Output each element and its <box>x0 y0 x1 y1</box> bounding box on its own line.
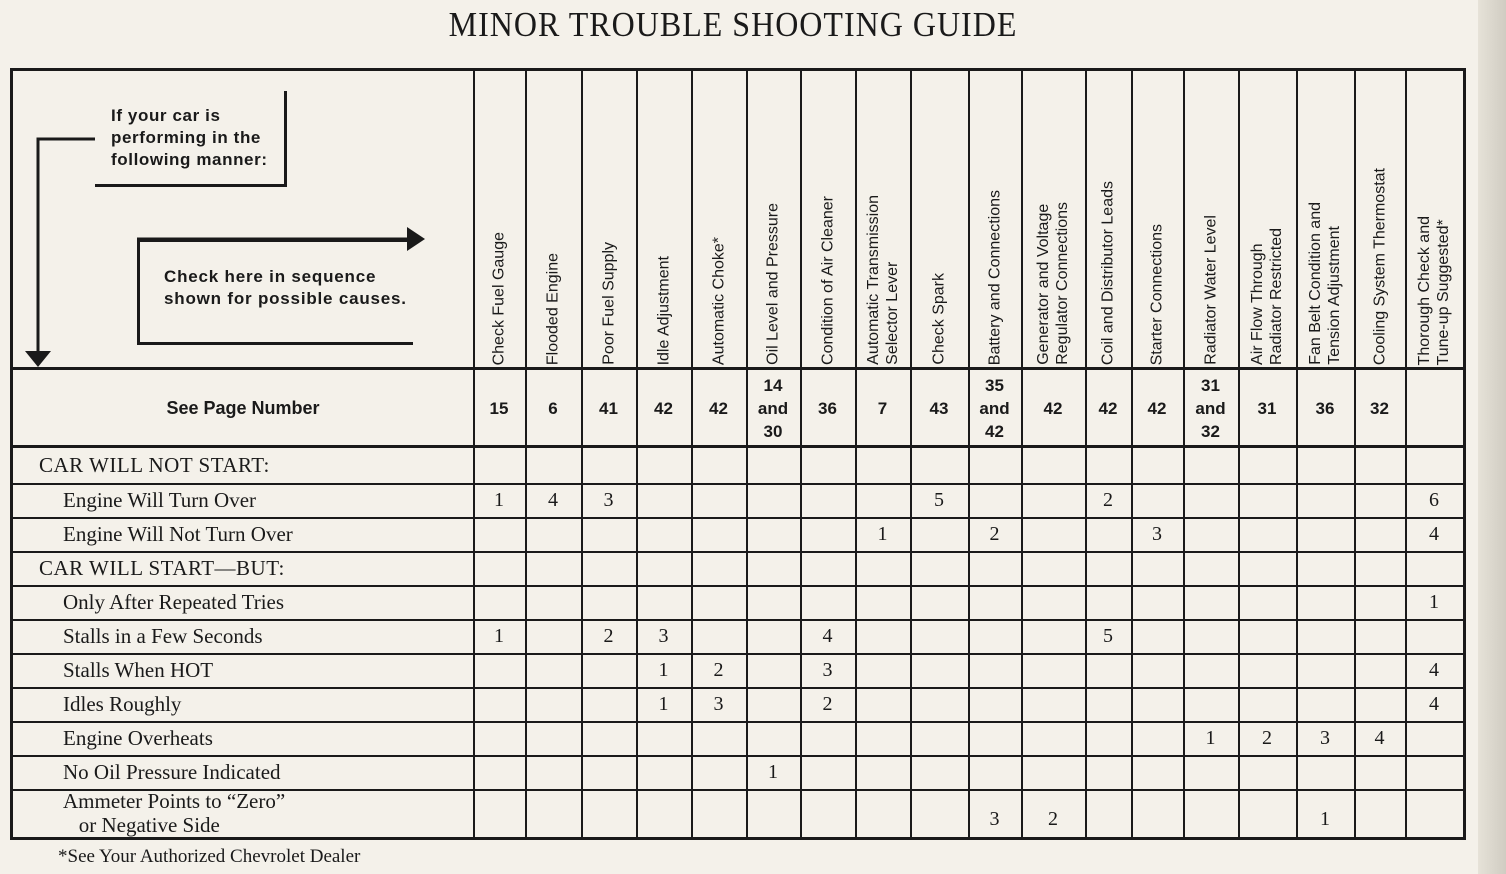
check-sequence-number: 5 <box>1103 624 1113 647</box>
check-instruction: Check here in sequence shown for possible causes. <box>137 239 413 345</box>
check-sequence-number: 2 <box>1103 488 1113 511</box>
page-number: 31 <box>1257 398 1277 418</box>
check-sequence-number: 2 <box>822 692 833 715</box>
column-header <box>910 71 968 369</box>
column-header-label: Flooded Engine <box>544 252 562 365</box>
column-header <box>855 71 910 369</box>
column-header <box>1183 71 1238 369</box>
column-header <box>800 71 855 369</box>
scan-page-edge <box>1478 0 1506 874</box>
column-header-label: Automatic Choke* <box>710 236 727 365</box>
column-header-label: Fan Belt Condition and Tension Adjustment <box>1307 202 1343 365</box>
page-number: 36 <box>1315 398 1335 418</box>
check-sequence-number: 5 <box>934 488 944 511</box>
check-sequence-number: 3 <box>658 624 669 647</box>
check-sequence-number: 6 <box>1429 488 1439 511</box>
column-header-label: Check Spark <box>930 273 948 365</box>
page-number: 36 <box>818 398 837 418</box>
check-sequence-number: 1 <box>494 624 504 647</box>
check-sequence-number: 2 <box>713 658 724 681</box>
column-header-label: Starter Connections <box>1148 223 1166 365</box>
column-header <box>525 71 581 369</box>
column-header-label: Radiator Water Level <box>1202 215 1219 365</box>
troubleshooting-table <box>10 68 1466 840</box>
page-number: 32 <box>1370 398 1389 418</box>
check-sequence-number: 4 <box>1429 692 1439 715</box>
check-sequence-number: 4 <box>1429 522 1439 545</box>
column-header-label: Poor Fuel Supply <box>600 242 617 365</box>
column-header <box>1296 71 1354 369</box>
column-header-label: Condition of Air Cleaner <box>819 196 836 365</box>
symptom-label: No Oil Pressure Indicated <box>63 760 281 784</box>
page-number: 42 <box>1147 398 1167 418</box>
page-number: 6 <box>548 398 558 418</box>
page-number: 42 <box>709 398 728 418</box>
symptom-label: Idles Roughly <box>63 692 182 716</box>
column-header <box>1131 71 1183 369</box>
column-header <box>636 71 691 369</box>
guide-arrows <box>13 71 473 369</box>
column-header-label: Idle Adjustment <box>655 255 672 365</box>
page-number: 35 and 42 <box>979 375 1010 441</box>
column-header-label: Automatic Transmission Selector Lever <box>864 195 901 365</box>
check-sequence-number: 3 <box>713 692 724 715</box>
check-sequence-number: 4 <box>1429 658 1439 681</box>
column-header <box>1085 71 1131 369</box>
category-label: CAR WILL START—BUT: <box>39 556 285 580</box>
check-sequence-number: 3 <box>822 658 833 681</box>
column-header <box>1021 71 1085 369</box>
check-sequence-number: 1 <box>658 692 669 715</box>
check-sequence-number: 1 <box>1205 726 1216 749</box>
symptom-label: Stalls in a Few Seconds <box>63 624 263 648</box>
column-header <box>968 71 1021 369</box>
check-sequence-number: 2 <box>1262 726 1272 749</box>
footnote: *See Your Authorized Chevrolet Dealer <box>58 846 361 867</box>
down-arrow-head <box>25 351 51 367</box>
check-sequence-number: 1 <box>658 658 669 681</box>
right-arrow-head <box>407 227 425 251</box>
column-header-label: Oil Level and Pressure <box>764 203 782 365</box>
column-header <box>1238 71 1296 369</box>
down-arrow-line <box>38 139 95 351</box>
check-sequence-number: 3 <box>603 488 614 511</box>
page-number: 7 <box>877 398 888 418</box>
symptom-label: Only After Repeated Tries <box>63 590 285 614</box>
symptom-label: Engine Will Not Turn Over <box>63 522 293 546</box>
category-label: CAR WILL NOT START: <box>39 453 270 477</box>
check-sequence-number: 4 <box>822 624 833 647</box>
column-header-label: Battery and Connections <box>986 189 1003 365</box>
column-header <box>691 71 746 369</box>
column-header-label: Generator and Voltage Regulator Connections <box>1035 202 1071 365</box>
symptom-label: Engine Overheats <box>63 726 213 750</box>
column-header-label: Check Fuel Gauge <box>490 231 508 365</box>
page-number: 15 <box>489 398 509 418</box>
see-page-label: See Page Number <box>166 397 320 418</box>
page-number: 41 <box>599 398 618 418</box>
symptom-label: Ammeter Points to “Zero” or Negative Side <box>63 789 286 837</box>
column-header <box>581 71 636 369</box>
column-header <box>473 71 525 369</box>
check-sequence-number: 3 <box>989 808 1000 830</box>
check-sequence-number: 2 <box>989 522 1000 545</box>
check-sequence-number: 1 <box>768 760 778 783</box>
page-number: 43 <box>929 398 949 418</box>
page-number: 42 <box>654 398 673 418</box>
column-header-label: Thorough Check and Tune-up Suggested* <box>1416 215 1452 365</box>
column-header <box>1405 71 1463 369</box>
check-sequence-number: 2 <box>603 624 614 647</box>
page-number: 14 and 30 <box>757 375 789 441</box>
check-sequence-number: 1 <box>1320 808 1330 830</box>
check-sequence-number: 3 <box>1152 522 1162 545</box>
check-sequence-number: 2 <box>1048 808 1058 830</box>
page-title: MINOR TROUBLE SHOOTING GUIDE <box>448 4 1018 44</box>
symptom-label: Stalls When HOT <box>63 658 214 682</box>
column-header-label: Air Flow Through Radiator Restricted <box>1249 228 1285 365</box>
column-header-label: Cooling System Thermostat <box>1371 167 1388 365</box>
page-number: 31 and 32 <box>1195 375 1226 441</box>
check-sequence-number: 3 <box>1320 726 1330 749</box>
column-header <box>746 71 800 369</box>
intro-instruction: If your car is performing in the following manner: <box>95 91 287 187</box>
page-number: 42 <box>1098 398 1118 418</box>
symptom-label: Engine Will Turn Over <box>63 488 257 512</box>
check-sequence-number: 4 <box>1374 726 1385 749</box>
page-number <box>1405 369 1463 447</box>
column-header-label: Coil and Distributor Leads <box>1099 180 1117 365</box>
check-sequence-number: 1 <box>877 522 888 545</box>
check-sequence-number: 4 <box>548 488 558 511</box>
check-sequence-number: 1 <box>494 488 504 511</box>
column-header <box>1354 71 1405 369</box>
page-number: 42 <box>1043 398 1063 418</box>
check-sequence-number: 1 <box>1429 590 1439 613</box>
